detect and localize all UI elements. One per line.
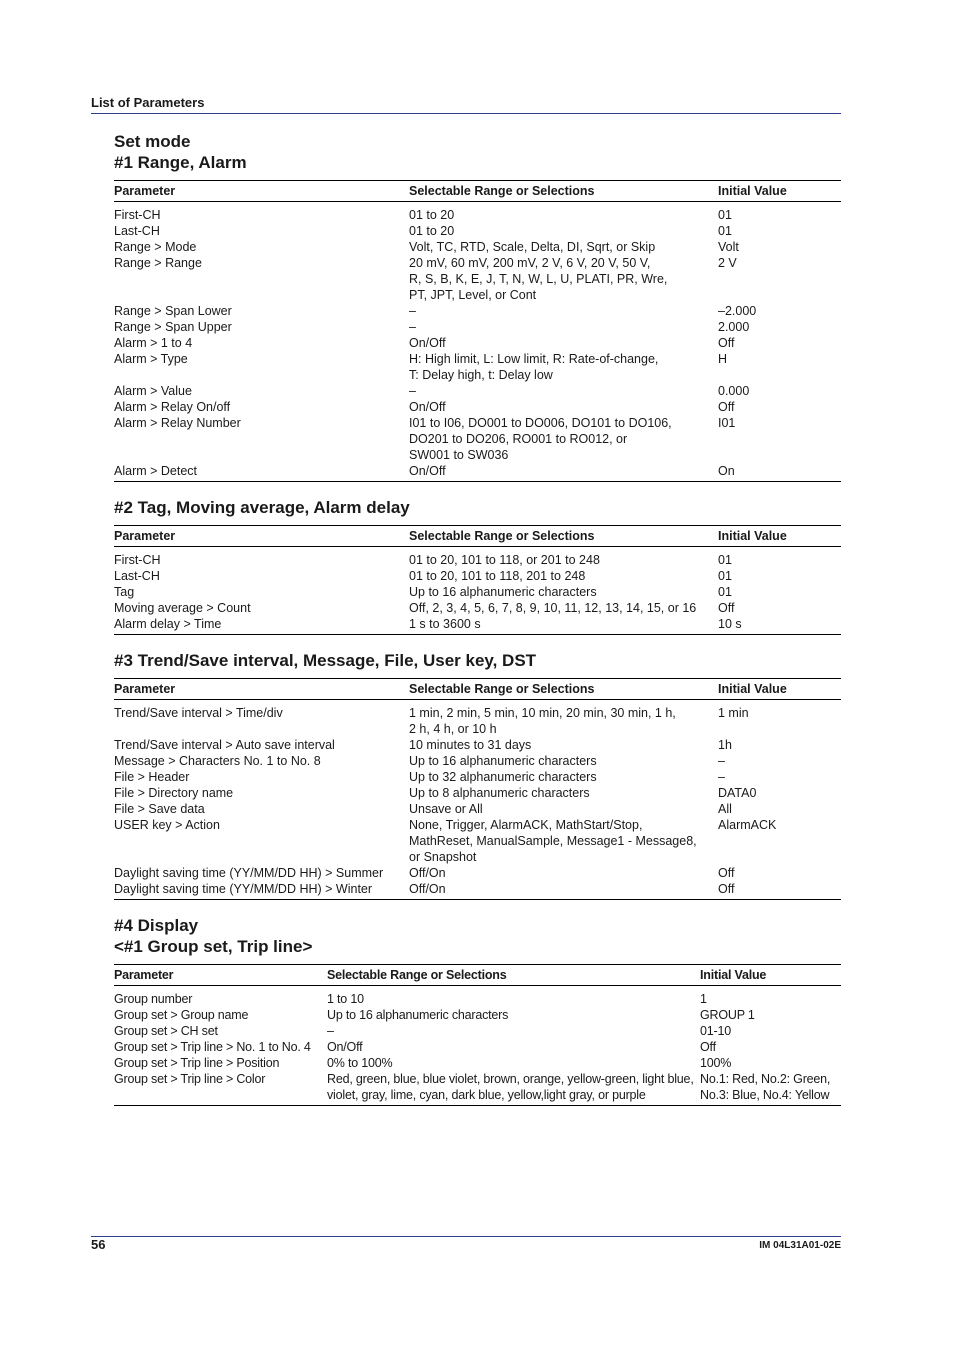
cell-initial: 1h — [718, 738, 732, 752]
cell-range: Up to 16 alphanumeric characters — [327, 1008, 509, 1022]
col-header-parameter: Parameter — [114, 181, 409, 202]
cell-initial: 1 min — [718, 706, 749, 720]
col-header-range: Selectable Range or Selections — [409, 526, 718, 547]
section-title-range-alarm: #1 Range, Alarm — [114, 153, 247, 172]
col-header-initial: Initial Value — [718, 526, 841, 547]
cell-initial: 01 — [718, 208, 732, 222]
cell-parameter: First-CH — [114, 553, 161, 567]
cell-initial: All — [718, 802, 732, 816]
cell-initial: No.1: Red, No.2: Green, No.3: Blue, No.4: Yellow — [700, 1072, 831, 1102]
cell-range: 1 s to 3600 s — [409, 617, 481, 631]
cell-parameter: Alarm > Relay Number — [114, 416, 241, 430]
cell-parameter: Alarm > Value — [114, 384, 192, 398]
table-range-alarm — [114, 180, 841, 482]
col-header-initial: Initial Value — [718, 679, 841, 700]
table-row — [114, 584, 841, 600]
cell-range: Up to 16 alphanumeric characters — [409, 585, 597, 599]
table-row — [114, 986, 841, 1008]
cell-parameter: Daylight saving time (YY/MM/DD HH) > Summer — [114, 866, 384, 880]
table-row — [114, 202, 841, 224]
cell-parameter: USER key > Action — [114, 818, 220, 832]
cell-parameter: File > Directory name — [114, 786, 234, 800]
cell-range: 1 min, 2 min, 5 min, 10 min, 20 min, 30 min, 1 h, 2 h, 4 h, or 10 h — [409, 706, 676, 736]
cell-parameter: Alarm > Relay On/off — [114, 400, 231, 414]
cell-initial: 2.000 — [718, 320, 750, 334]
table-row — [114, 865, 841, 881]
cell-initial: I01 — [718, 416, 736, 430]
cell-initial: AlarmACK — [718, 818, 777, 832]
cell-range: – — [409, 384, 416, 398]
table-row — [114, 600, 841, 616]
col-header-parameter: Parameter — [114, 526, 409, 547]
section-title-trend: #3 Trend/Save interval, Message, File, User key, DST — [114, 651, 537, 670]
footer-rule — [91, 1236, 841, 1237]
running-header: List of Parameters — [91, 95, 205, 110]
col-header-parameter: Parameter — [114, 679, 409, 700]
cell-parameter: File > Header — [114, 770, 190, 784]
page-number: 56 — [91, 1237, 106, 1252]
section-title-group-set: <#1 Group set, Trip line> — [114, 937, 313, 956]
table-row — [114, 1039, 841, 1055]
cell-range: 0% to 100% — [327, 1056, 393, 1070]
table-row — [114, 319, 841, 335]
cell-initial: Off — [718, 336, 735, 350]
cell-parameter: Group set > CH set — [114, 1024, 218, 1038]
cell-initial: H — [718, 352, 728, 366]
cell-range: Up to 16 alphanumeric characters — [409, 754, 597, 768]
cell-range: Off, 2, 3, 4, 5, 6, 7, 8, 9, 10, 11, 12, 13, 14, 15, or 16 — [409, 601, 697, 615]
cell-initial: 01-10 — [700, 1024, 731, 1038]
cell-range: 01 to 20 — [409, 224, 455, 238]
cell-initial: Off — [718, 400, 735, 414]
cell-initial: 0.000 — [718, 384, 750, 398]
cell-initial: 01 — [718, 553, 732, 567]
cell-parameter: Alarm > 1 to 4 — [114, 336, 193, 350]
cell-parameter: Group set > Trip line > Color — [114, 1072, 266, 1086]
cell-range: H: High limit, L: Low limit, R: Rate-of-change, T: Delay high, t: Delay low — [409, 352, 659, 382]
cell-parameter: First-CH — [114, 208, 161, 222]
table-row — [114, 1055, 841, 1071]
table-row — [114, 547, 841, 569]
table-row — [114, 616, 841, 635]
cell-initial: 10 s — [718, 617, 742, 631]
cell-range: – — [327, 1024, 334, 1038]
cell-parameter: Tag — [114, 585, 135, 599]
cell-initial: – — [718, 770, 725, 784]
table-row — [114, 753, 841, 769]
cell-range: Volt, TC, RTD, Scale, Delta, DI, Sqrt, or Skip — [409, 240, 656, 254]
col-header-range: Selectable Range or Selections — [327, 965, 700, 986]
cell-parameter: Trend/Save interval > Time/div — [114, 706, 283, 720]
header-rule — [91, 113, 841, 114]
table-row — [114, 415, 841, 463]
table-row — [114, 1023, 841, 1039]
table-row — [114, 223, 841, 239]
col-header-range: Selectable Range or Selections — [409, 181, 718, 202]
table-row — [114, 463, 841, 482]
cell-range: Off/On — [409, 866, 446, 880]
section-title-display: #4 Display — [114, 916, 199, 935]
section-title-set-mode: Set mode — [114, 132, 191, 151]
table-row — [114, 351, 841, 383]
cell-range: None, Trigger, AlarmACK, MathStart/Stop, MathReset, ManualSample, Message1 - Message8, or Snapshot — [409, 818, 697, 864]
cell-range: Unsave or All — [409, 802, 483, 816]
table-row — [114, 303, 841, 319]
cell-initial: Volt — [718, 240, 739, 254]
cell-range: 01 to 20, 101 to 118, or 201 to 248 — [409, 553, 600, 567]
cell-initial: Off — [718, 882, 735, 896]
cell-initial: Off — [718, 866, 735, 880]
col-header-parameter: Parameter — [114, 965, 327, 986]
cell-initial: –2.000 — [718, 304, 757, 318]
cell-range: 10 minutes to 31 days — [409, 738, 532, 752]
table-row — [114, 700, 841, 738]
cell-parameter: Alarm delay > Time — [114, 617, 222, 631]
cell-parameter: Daylight saving time (YY/MM/DD HH) > Winter — [114, 882, 373, 896]
cell-initial: 100% — [700, 1056, 732, 1070]
cell-range: On/Off — [327, 1040, 363, 1054]
cell-initial: Off — [718, 601, 735, 615]
cell-range: 20 mV, 60 mV, 200 mV, 2 V, 6 V, 20 V, 50 V, R, S, B, K, E, J, T, N, W, L, U, PLATI, PR, Wre, PT, JPT, Level, or Cont — [409, 256, 668, 302]
table-row — [114, 568, 841, 584]
table-row — [114, 769, 841, 785]
table-row — [114, 399, 841, 415]
cell-initial: DATA0 — [718, 786, 757, 800]
table-row — [114, 335, 841, 351]
col-header-initial: Initial Value — [718, 181, 841, 202]
col-header-range: Selectable Range or Selections — [409, 679, 718, 700]
col-header-initial: Initial Value — [700, 965, 841, 986]
cell-range: – — [409, 320, 416, 334]
cell-parameter: Trend/Save interval > Auto save interval — [114, 738, 335, 752]
cell-parameter: Last-CH — [114, 569, 160, 583]
cell-initial: 01 — [718, 585, 732, 599]
cell-range: 01 to 20, 101 to 118, 201 to 248 — [409, 569, 586, 583]
cell-range: On/Off — [409, 336, 446, 350]
cell-initial: 1 — [700, 992, 707, 1006]
table-row — [114, 801, 841, 817]
cell-range: Up to 8 alphanumeric characters — [409, 786, 590, 800]
table-row — [114, 785, 841, 801]
cell-range: I01 to I06, DO001 to DO006, DO101 to DO106, DO201 to DO206, RO001 to RO012, or SW001 to SW036 — [409, 416, 672, 462]
cell-initial: 01 — [718, 569, 732, 583]
cell-range: Red, green, blue, blue violet, brown, orange, yellow-green, light blue, violet, gray, lime, cyan, dark blue, yellow,light gray, or purple — [327, 1072, 694, 1102]
table-trend-save — [114, 678, 841, 900]
cell-parameter: Moving average > Count — [114, 601, 251, 615]
table-tag-moving-average — [114, 525, 841, 635]
cell-parameter: Message > Characters No. 1 to No. 8 — [114, 754, 321, 768]
table-row — [114, 1007, 841, 1023]
cell-range: Off/On — [409, 882, 446, 896]
cell-range: – — [409, 304, 416, 318]
cell-parameter: Group number — [114, 992, 193, 1006]
cell-parameter: Group set > Trip line > No. 1 to No. 4 — [114, 1040, 311, 1054]
table-group-set — [114, 964, 841, 1106]
cell-initial: On — [718, 464, 735, 478]
table-row — [114, 881, 841, 900]
cell-parameter: Alarm > Type — [114, 352, 188, 366]
document-id: IM 04L31A01-02E — [759, 1240, 841, 1251]
cell-parameter: File > Save data — [114, 802, 205, 816]
table-row — [114, 239, 841, 255]
cell-parameter: Range > Mode — [114, 240, 197, 254]
cell-parameter: Group set > Trip line > Position — [114, 1056, 280, 1070]
table-row — [114, 737, 841, 753]
table-row — [114, 383, 841, 399]
table-row — [114, 817, 841, 865]
cell-initial: 01 — [718, 224, 732, 238]
cell-parameter: Range > Span Upper — [114, 320, 232, 334]
cell-parameter: Range > Range — [114, 256, 202, 270]
cell-initial: GROUP 1 — [700, 1008, 755, 1022]
cell-parameter: Last-CH — [114, 224, 160, 238]
cell-range: Up to 32 alphanumeric characters — [409, 770, 597, 784]
cell-initial: Off — [700, 1040, 716, 1054]
cell-initial: – — [718, 754, 725, 768]
cell-range: On/Off — [409, 400, 446, 414]
cell-range: On/Off — [409, 464, 446, 478]
cell-range: 01 to 20 — [409, 208, 455, 222]
table-row — [114, 1071, 841, 1106]
cell-range: 1 to 10 — [327, 992, 364, 1006]
section-title-tag: #2 Tag, Moving average, Alarm delay — [114, 498, 410, 517]
cell-initial: 2 V — [718, 256, 737, 270]
cell-parameter: Range > Span Lower — [114, 304, 232, 318]
table-row — [114, 255, 841, 303]
cell-parameter: Alarm > Detect — [114, 464, 198, 478]
cell-parameter: Group set > Group name — [114, 1008, 249, 1022]
